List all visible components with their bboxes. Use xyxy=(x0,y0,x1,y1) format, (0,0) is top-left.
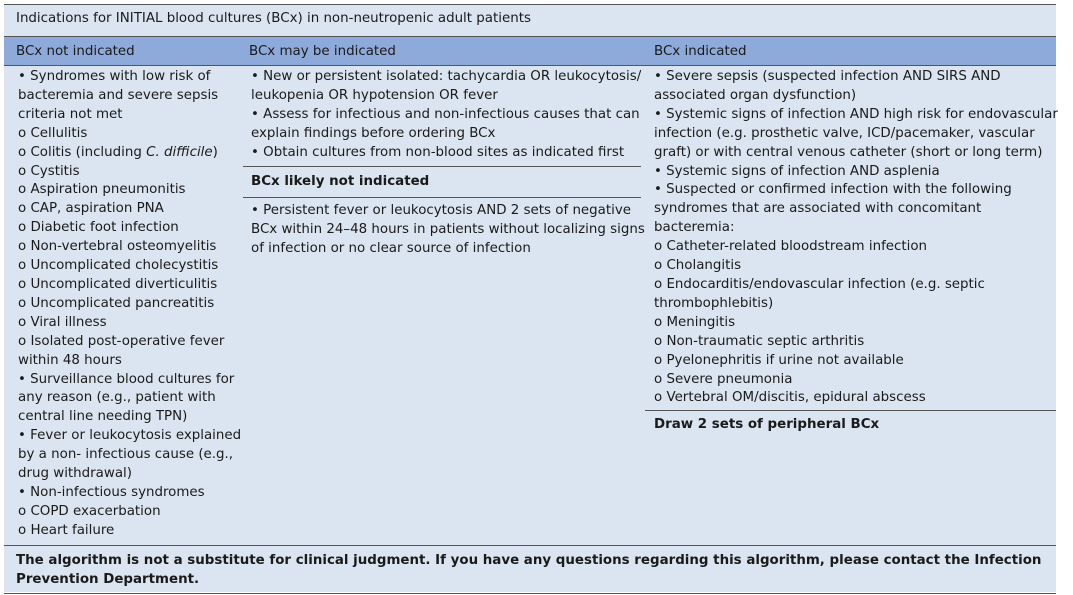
list-item: o Cholangitis xyxy=(654,258,742,274)
list-item: o Non-traumatic septic arthritis xyxy=(654,333,865,349)
col3-content xyxy=(654,68,1058,408)
list-item: • New or persistent isolated: tachycardia OR leukocytosis/ xyxy=(251,69,642,84)
list-item: o Aspiration pneumonitis xyxy=(18,182,186,198)
sub-header-likely-not-indicated: BCx likely not indicated xyxy=(251,174,430,189)
list-item: o Pyelonephritis if urine not available xyxy=(654,352,904,368)
header-bcx-may-be-indicated: BCx may be indicated xyxy=(249,44,396,59)
header-bcx-indicated: BCx indicated xyxy=(654,44,747,59)
organism-name: C. difficile xyxy=(146,144,213,160)
table-title: Indications for INITIAL blood cultures (BCx) in non-neutropenic adult patients xyxy=(16,11,531,26)
list-item: syndromes that are associated with concomitant xyxy=(654,201,982,217)
bcx-indications-table xyxy=(4,4,1056,592)
list-item: criteria not met xyxy=(18,106,123,122)
col1-content xyxy=(18,68,241,541)
list-item: o Uncomplicated diverticulitis xyxy=(18,276,218,292)
header-bcx-not-indicated: BCx not indicated xyxy=(16,44,135,59)
list-item: drug withdrawal) xyxy=(18,466,132,482)
list-item: o Diabetic foot infection xyxy=(18,220,179,236)
list-item: • Systemic signs of infection AND high risk for endovascular xyxy=(654,106,1058,122)
list-item: graft) or with central venous catheter (short or long term) xyxy=(654,144,1043,160)
peripheral-bcx-note: Draw 2 sets of peripheral BCx xyxy=(654,417,880,432)
list-item: o Vertebral OM/discitis, epidural abscess xyxy=(654,390,926,406)
list-item: • Assess for infectious and non-infectious causes that can xyxy=(251,106,640,122)
list-item: • Surveillance blood cultures for xyxy=(18,371,235,387)
list-item: leukopenia OR hypotension OR fever xyxy=(251,87,498,103)
divider xyxy=(645,410,1056,411)
list-item: o Meningitis xyxy=(654,314,736,330)
list-item: o Cellulitis xyxy=(18,125,88,141)
footer-text: The algorithm is not a substitute for clinical judgment. If you have any questions regarding this algorithm, please contact the Infection Prevention Department. xyxy=(16,553,1042,587)
list-item: central line needing TPN) xyxy=(18,409,188,425)
list-item: o Endocarditis/endovascular infection (e.g. septic xyxy=(654,276,985,292)
col2-likely-content xyxy=(251,202,645,259)
list-item: o Isolated post-operative fever xyxy=(18,333,225,349)
list-item: • Fever or leukocytosis explained xyxy=(18,428,242,444)
list-item: o CAP, aspiration PNA xyxy=(18,201,164,217)
list-item: o Uncomplicated pancreatitis xyxy=(18,295,215,311)
list-item: explain findings before ordering BCx xyxy=(251,125,496,141)
list-item: • Obtain cultures from non-blood sites as indicated first xyxy=(251,144,625,160)
list-item: by a non- infectious cause (e.g., xyxy=(18,447,234,463)
list-item: • Suspected or confirmed infection with the following xyxy=(654,182,1012,198)
list-item: • Non-infectious syndromes xyxy=(18,484,205,500)
list-item: o Viral illness xyxy=(18,314,107,330)
list-item: • Systemic signs of infection AND asplenia xyxy=(654,163,940,179)
list-item: bacteremia: xyxy=(654,220,735,236)
list-item: o COPD exacerbation xyxy=(18,503,161,519)
list-item: o Catheter-related bloodstream infection xyxy=(654,239,928,255)
list-item: bacteremia and severe sepsis xyxy=(18,87,219,103)
list-item: of infection or no clear source of infection xyxy=(251,240,531,256)
list-item-colitis: o Colitis (including C. difficile) xyxy=(18,144,218,160)
list-item: infection (e.g. prosthetic valve, ICD/pacemaker, vascular xyxy=(654,125,1035,141)
table-title-row xyxy=(4,4,1056,33)
list-item: associated organ dysfunction) xyxy=(654,87,857,103)
divider xyxy=(243,166,641,167)
list-item: o Non-vertebral osteomyelitis xyxy=(18,239,217,255)
footer-disclaimer xyxy=(4,545,1056,594)
list-item: thrombophlebitis) xyxy=(654,295,774,311)
list-item: • Syndromes with low risk of xyxy=(18,69,211,84)
list-item: o Heart failure xyxy=(18,522,115,538)
column-header-row xyxy=(4,36,1056,66)
list-item: o Cystitis xyxy=(18,163,80,179)
col2-may-content xyxy=(251,68,641,163)
list-item: any reason (e.g., patient with xyxy=(18,390,216,406)
list-item: BCx within 24–48 hours in patients without localizing signs xyxy=(251,221,645,237)
list-item: • Severe sepsis (suspected infection AND SIRS AND xyxy=(654,69,1001,84)
divider xyxy=(243,197,641,198)
list-item: • Persistent fever or leukocytosis AND 2 sets of negative xyxy=(251,203,632,218)
list-item: within 48 hours xyxy=(18,352,122,368)
list-item: o Uncomplicated cholecystitis xyxy=(18,258,219,274)
list-item: o Severe pneumonia xyxy=(654,371,793,387)
